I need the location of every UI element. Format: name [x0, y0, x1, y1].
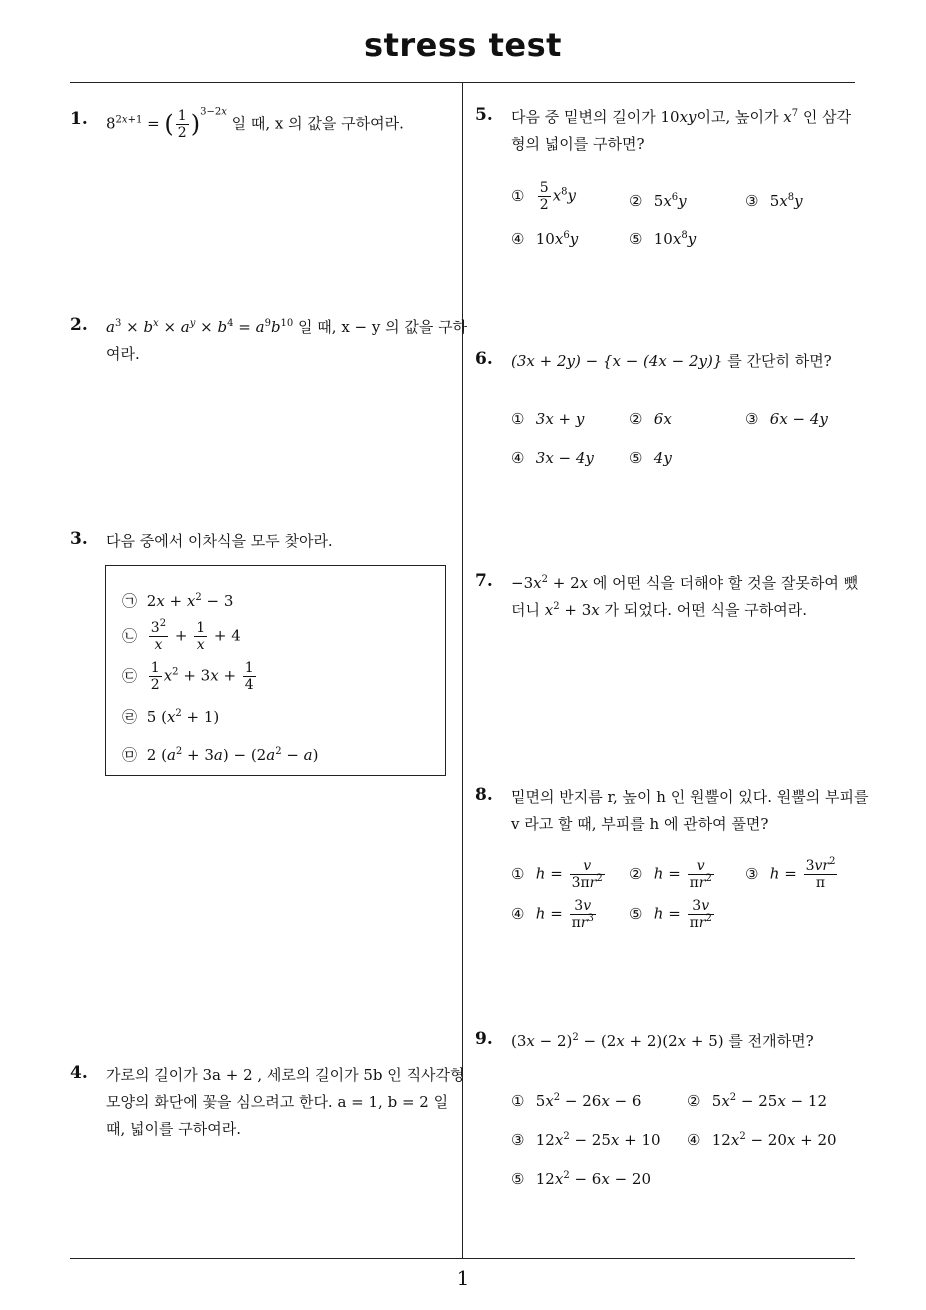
option-1[interactable]: ① $5x^2 - 26x - 6$	[511, 1088, 641, 1115]
option-mark: ①	[511, 1092, 525, 1110]
option-mark: ①	[511, 410, 525, 428]
expression-item: ㉤ 2 $(a^2 + 3a) - (2a^2 - a)$	[122, 746, 319, 764]
option-mark: ①	[511, 864, 525, 883]
question-text: 다음 중에서 이차식을 모두 찾아라.	[106, 532, 333, 550]
option-mark: ④	[511, 230, 525, 248]
option-mark: ②	[629, 410, 643, 428]
question-4	[70, 1062, 465, 1152]
text-part: 에 어떤 식을 더해야 할 것을 잘못하여 뺐	[588, 574, 859, 592]
option-mark: ⑤	[629, 904, 643, 923]
text-part: 가 되었다. 어떤 식을 구하여라.	[599, 601, 807, 619]
option-5[interactable]: ⑤ $12x^2 - 6x - 20$	[511, 1166, 651, 1193]
option-mark: ④	[511, 904, 525, 923]
item-mark: ㉣	[122, 708, 138, 726]
question-number: 7.	[475, 571, 493, 591]
option-mark: ②	[629, 192, 643, 210]
option-3[interactable]: ③ $5x^8y$	[745, 188, 803, 215]
question-text-line2: 형의 넓이를 구하면?	[511, 135, 645, 153]
text-part: 다음 중 밑변의 길이가	[511, 108, 661, 126]
question-7	[475, 570, 865, 630]
bottom-rule	[70, 1258, 855, 1259]
item-mark: ㉠	[122, 592, 138, 610]
question-5	[475, 104, 865, 254]
question-number: 4.	[70, 1063, 88, 1083]
option-5[interactable]: ⑤ $10x^8y$	[629, 226, 696, 253]
option-4[interactable]: ④ h = $\frac{3v}{\pi r^3}$	[511, 898, 594, 931]
question-text: $8^{2x+1}$ = ( $\frac{1}{2}$ )$^{3-2x}$ 일 때, x 의 값을 구하여라.	[106, 106, 404, 141]
expression-item: ㉣ 5 $(x^2 + 1)$	[122, 708, 220, 726]
question-text-line1: 다음 중 밑변의 길이가 10xy이고, 높이가 $x^7$ 인 삼각	[511, 108, 852, 126]
question-number: 3.	[70, 529, 88, 549]
question-number: 6.	[475, 349, 493, 369]
option-mark: ①	[511, 186, 525, 205]
item-mark: ㉡	[122, 626, 138, 645]
question-text-line3: 때, 넓이를 구하여라.	[106, 1120, 241, 1138]
option-value: 4y	[653, 449, 672, 467]
question-text-line2: v 라고 할 때, 부피를 h 에 관하여 풀면?	[511, 815, 769, 833]
question-6	[475, 348, 865, 478]
option-3[interactable]: ③ h = $\frac{3vr^2}{\pi}$	[745, 856, 836, 891]
question-8	[475, 784, 869, 954]
expression-item: ㉢ $\frac{1}{2}$ $x^2 + 3x$ + $\frac{1}{4}$	[122, 660, 254, 693]
question-3	[70, 528, 450, 558]
expression-box	[105, 565, 446, 776]
option-value: 6x − 4y	[769, 410, 828, 428]
option-value: 3x − 4y	[535, 449, 594, 467]
option-2[interactable]: ② $5x^6y$	[629, 188, 687, 215]
option-mark: ③	[745, 410, 759, 428]
question-text-line2: 여라.	[106, 345, 140, 363]
question-number: 8.	[475, 785, 493, 805]
option-4[interactable]: ④ $10x^6y$	[511, 226, 578, 253]
option-mark: ③	[745, 864, 759, 883]
option-mark: ③	[745, 192, 759, 210]
question-text-suffix: 일 때, x 의 값을 구하여라.	[226, 114, 404, 133]
option-mark: ②	[629, 864, 643, 883]
question-number: 1.	[70, 109, 88, 129]
item-mark: ㉢	[122, 666, 138, 685]
option-2[interactable]: ② $5x^2 - 25x - 12$	[687, 1088, 827, 1115]
question-text: $a^3 \times b^x \times a^y \times b^4 = a^9b^{10}$ 일 때, x − y 의 값을 구하	[106, 318, 468, 336]
option-3[interactable]: ③ $12x^2 - 25x + 10$	[511, 1127, 661, 1154]
option-mark: ④	[687, 1131, 701, 1149]
question-text-suffix: 일 때, x − y 의 값을 구하	[293, 318, 468, 336]
page-title: stress test	[364, 26, 562, 64]
expression: (3x + 2y) − {x − (4x − 2y)}	[511, 352, 723, 370]
option-2[interactable]	[629, 406, 672, 433]
expression-item: ㉠ $2x + x^2 - 3$	[122, 592, 234, 610]
option-1[interactable]	[511, 406, 584, 433]
option-value: 3x + y	[535, 410, 585, 428]
option-5[interactable]: ⑤ h = $\frac{3v}{\pi r^2}$	[629, 898, 712, 931]
page-number: 1	[456, 1266, 470, 1290]
option-1[interactable]: ① $\frac{5}{2}$ $x^8y$	[511, 180, 577, 213]
option-4[interactable]	[511, 445, 594, 472]
question-9	[475, 1028, 865, 1198]
question-number: 9.	[475, 1029, 493, 1049]
option-mark: ④	[511, 449, 525, 467]
question-text-line1: 가로의 길이가 3a + 2 , 세로의 길이가 5b 인 직사각형	[106, 1066, 465, 1084]
text-part: 더니	[511, 601, 545, 619]
expression-item: ㉡ $\frac{3^2}{x}$ + $\frac{1}{x}$ + 4	[122, 618, 241, 653]
question-1	[70, 108, 450, 158]
option-value: 6x	[653, 410, 672, 428]
text-part: 를 간단히 하면?	[727, 352, 832, 370]
question-text-line1: 밑면의 반지름 r, 높이 h 인 원뿔이 있다. 원뿔의 부피를	[511, 788, 869, 806]
item-mark: ㉤	[122, 746, 138, 764]
question-text	[511, 348, 832, 375]
option-mark: ③	[511, 1131, 525, 1149]
text-part: 이고, 높이가	[696, 108, 784, 126]
question-number: 5.	[475, 105, 493, 125]
question-number: 2.	[70, 315, 88, 335]
option-mark: ⑤	[629, 449, 643, 467]
option-3[interactable]	[745, 406, 828, 433]
option-5[interactable]	[629, 445, 672, 472]
question-text-line1: $-3x^2 + 2x$ 에 어떤 식을 더해야 할 것을 잘못하여 뺐	[511, 574, 859, 592]
text-part: 를 전개하면?	[723, 1032, 814, 1050]
question-text-line2: 더니 $x^2 + 3x$ 가 되었다. 어떤 식을 구하여라.	[511, 601, 807, 619]
option-1[interactable]: ① h = $\frac{v}{3\pi r^2}$	[511, 858, 603, 891]
option-2[interactable]: ② h = $\frac{v}{\pi r^2}$	[629, 858, 712, 891]
option-mark: ⑤	[511, 1170, 525, 1188]
text-part: 인 삼각	[802, 108, 852, 126]
option-mark: ②	[687, 1092, 701, 1110]
option-mark: ⑤	[629, 230, 643, 248]
question-2	[70, 314, 468, 374]
option-4[interactable]: ④ $12x^2 - 20x + 20$	[687, 1127, 837, 1154]
question-text-line2: 모양의 화단에 꽃을 심으려고 한다. a = 1, b = 2 일	[106, 1093, 449, 1111]
question-text: $(3x - 2)^2 - (2x + 2)(2x + 5)$ 를 전개하면?	[511, 1032, 814, 1050]
